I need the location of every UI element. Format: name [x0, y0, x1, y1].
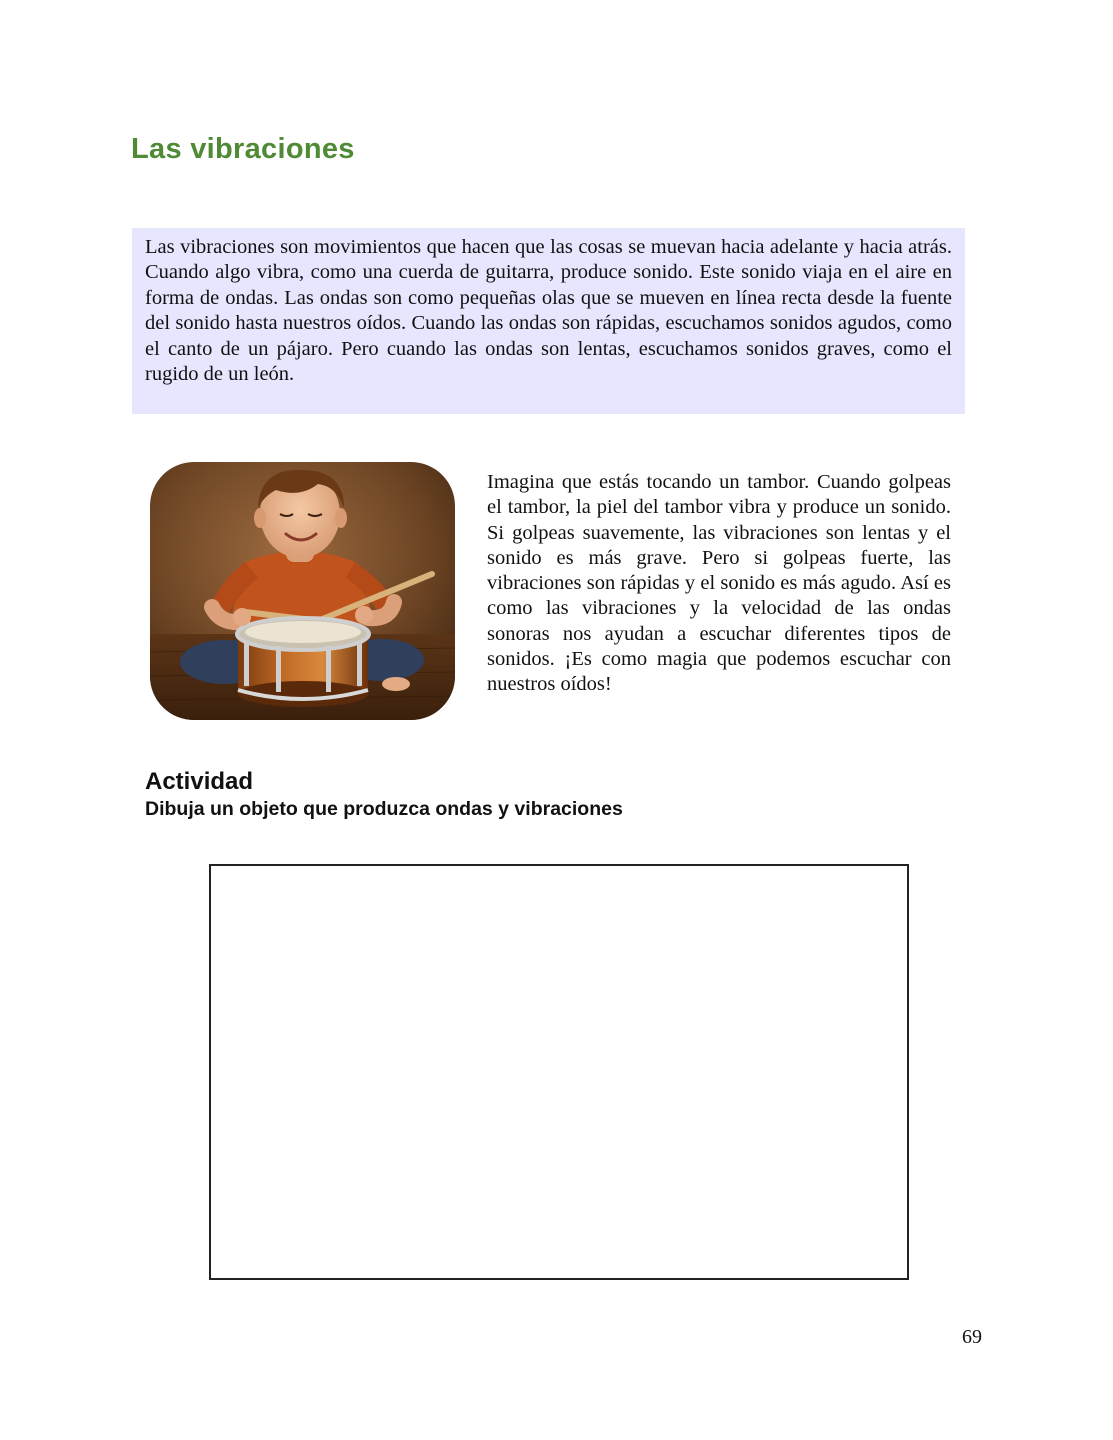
child-playing-drum-icon	[150, 462, 455, 720]
activity-heading: Actividad	[145, 768, 254, 795]
side-text: Imagina que estás tocando un tambor. Cuando golpeas el tambor, la piel del tambor vibra y produce un sonido. Si golpeas suavemente, las vibraciones son lentas y el sonido es más grave. Pero si golpeas fuerte, las vibraciones son rápidas y el sonido es más agudo. Así es como las vibraciones y la velocidad de las ondas sonoras nos ayudan a escuchar diferentes tipos de sonidos. ¡Es como magia que podemos escuchar con nuestros oídos!	[487, 471, 951, 696]
page-title: Las vibraciones	[131, 133, 355, 165]
activity-instruction: Dibuja un objeto que produzca ondas y vibraciones	[145, 798, 623, 820]
intro-text: Las vibraciones son movimientos que hacen que las cosas se muevan hacia adelante y hacia atrás. Cuando algo vibra, como una cuerda de guitarra, produce sonido. Este sonido viaja en el aire en forma de ondas. Las ondas son como pequeñas olas que se mueven en línea recta desde la fuente del sonido hasta nuestros oídos. Cuando las ondas son rápidas, escuchamos sonidos agudos, como el canto de un pájaro. Pero cuando las ondas son lentas, escuchamos sonidos graves, como el rugido de un león.	[145, 236, 952, 386]
bare-foot	[382, 677, 410, 691]
page-number: 69	[962, 1326, 982, 1348]
intro-box	[132, 228, 965, 414]
drum-illustration	[150, 462, 455, 720]
drawing-box[interactable]	[209, 864, 909, 1280]
